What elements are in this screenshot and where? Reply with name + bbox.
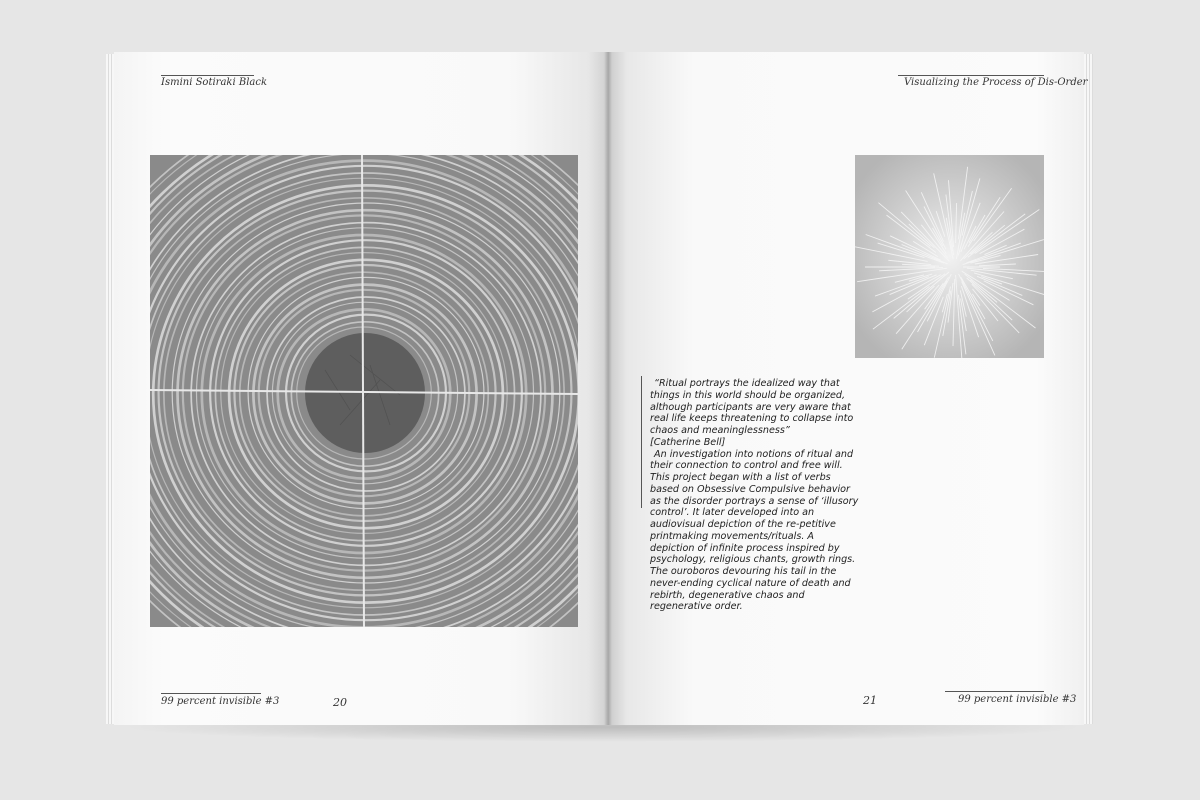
right-page-edges bbox=[1083, 54, 1093, 724]
left-footer-rule bbox=[161, 693, 261, 694]
tree-ring-print-image bbox=[150, 155, 578, 627]
right-page-number: 21 bbox=[863, 694, 877, 707]
left-header-rule bbox=[161, 75, 254, 76]
ritual-quote: “Ritual portrays the idealized way that things in this world should be organized, although participants are very aware that real life keeps threatening to collapse into chaos and meaninglessness” bbox=[650, 378, 854, 436]
quote-rule bbox=[641, 376, 642, 508]
left-running-footer: 99 percent invisible #3 bbox=[161, 696, 280, 707]
project-description: An investigation into notions of ritual and their connection to control and free will. This project began with a list of verbs based on Obsessive Compulsive behavior as the disorder portrays a sense of ‘illusory control’. It later developed into an audiovisual depiction of the re-petitive printmaking movements/rituals. A depiction of infinite process inspired by psychology, religious chants, growth rings. The ouroboros devouring his tail in the never-ending cyclical nature of death and rebirth, degenerative chaos and regenerative order. bbox=[650, 448, 859, 613]
article-text bbox=[650, 378, 860, 613]
quote-attribution: [Catherine Bell] bbox=[650, 436, 726, 448]
right-footer-rule bbox=[945, 691, 1044, 692]
radiating-burst-print-image bbox=[855, 155, 1044, 358]
right-running-footer: 99 percent invisible #3 bbox=[958, 694, 1077, 705]
right-running-header: Visualizing the Process of Dis-Order bbox=[904, 77, 1088, 88]
left-running-header: Ismini Sotiraki Black bbox=[161, 77, 268, 88]
gutter-shadow bbox=[604, 52, 612, 725]
right-header-rule bbox=[898, 75, 1044, 76]
left-page-number: 20 bbox=[333, 696, 347, 709]
